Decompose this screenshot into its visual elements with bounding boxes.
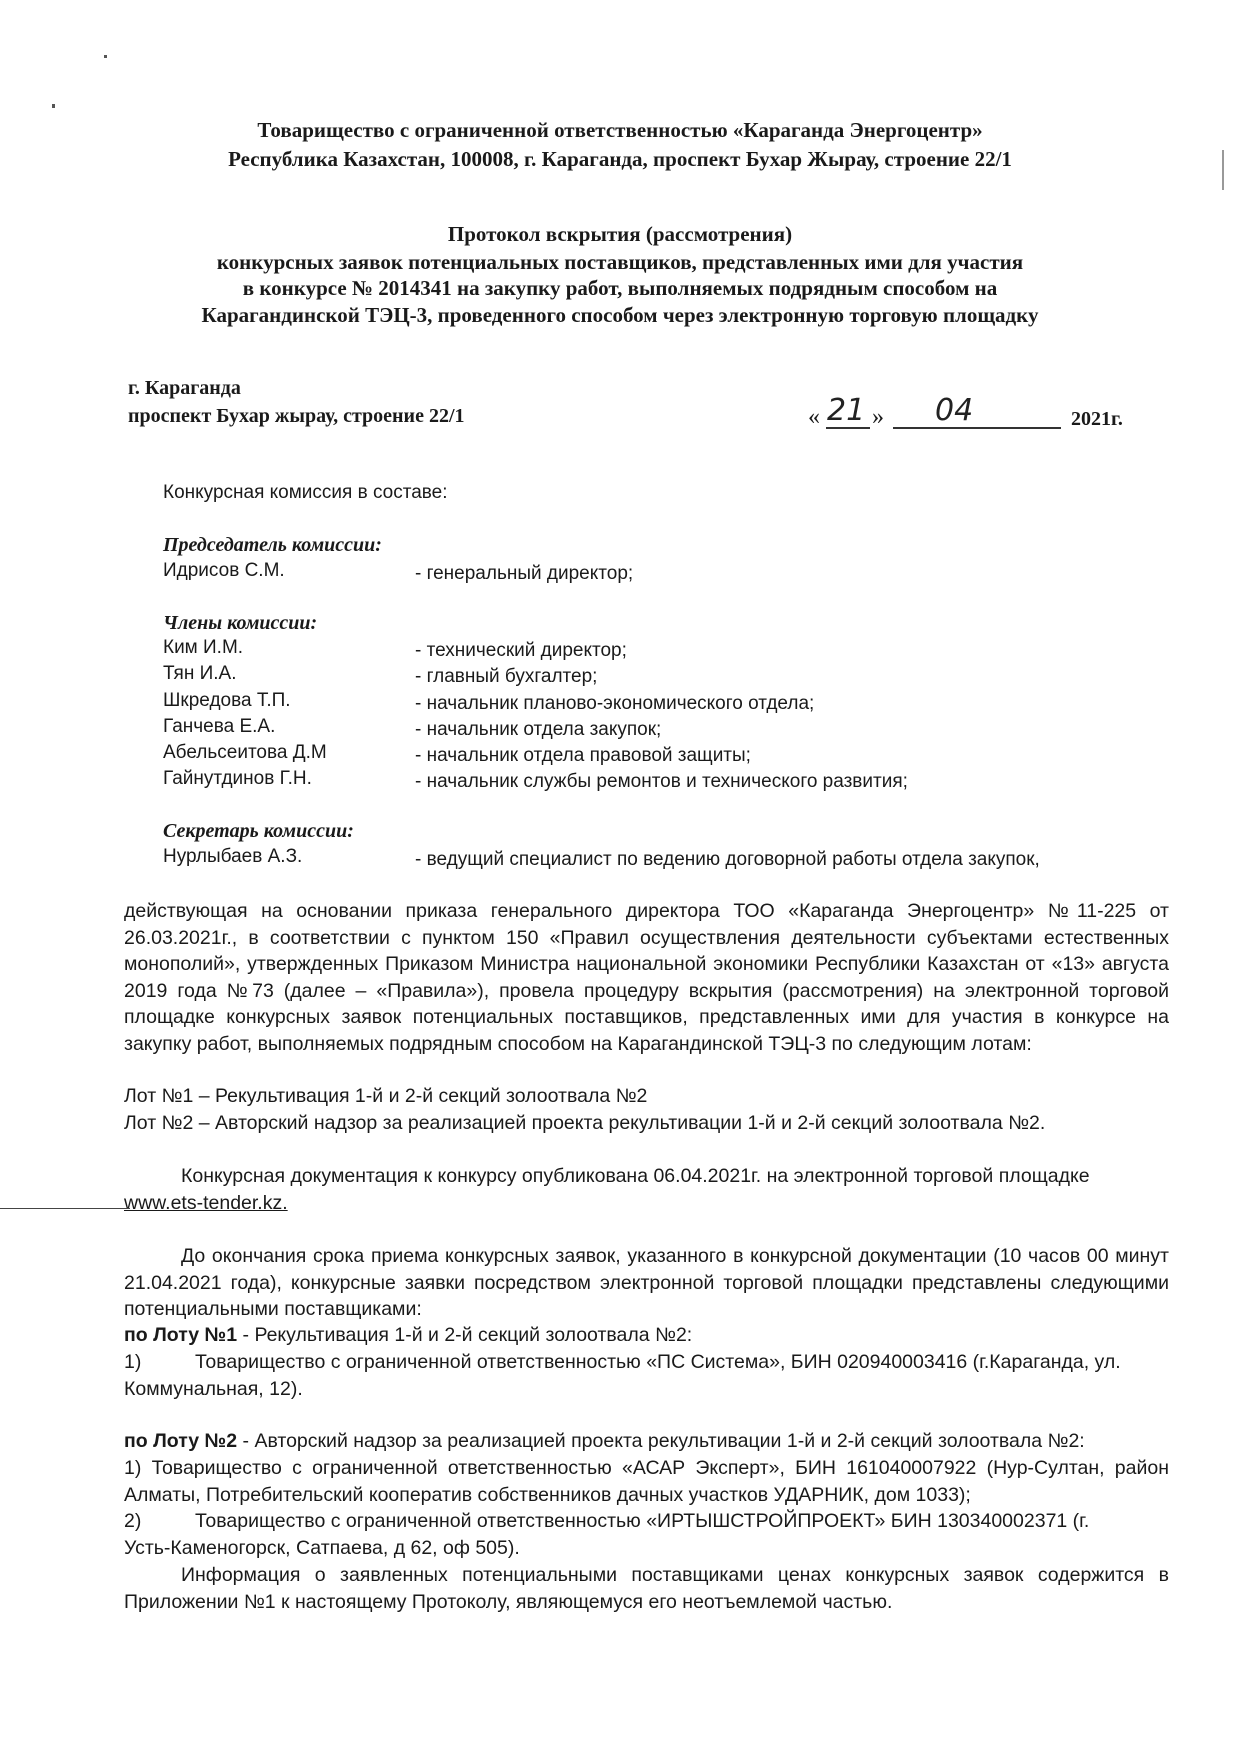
lot2-bidder-1: 1) Товарищество с ограниченной ответственностью «АСАР Эксперт», БИН 161040007922 (Нур-Султан, район Алматы, Потребительский кооператив собственников дачных участков УДАРНИК, дом 1033); <box>124 1457 1169 1506</box>
date-day-underline <box>826 427 870 429</box>
place-street: проспект Бухар жырау, строение 22/1 <box>128 405 465 427</box>
lot1-label: по Лоту №1 <box>124 1324 238 1346</box>
date-day-handwritten: 21 <box>827 393 866 428</box>
secretary-heading: Секретарь комиссии: <box>163 820 354 842</box>
date-month-underline <box>893 427 1061 429</box>
org-name: Товарищество с ограниченной ответственностью «Караганда Энергоцентр» <box>257 118 983 142</box>
members-heading: Члены комиссии: <box>163 612 318 634</box>
publication-text: Конкурсная документация к конкурсу опубликована 06.04.2021г. на электронной торговой площадке <box>181 1165 1090 1187</box>
lot1-title: - Рекультивация 1-й и 2-й секций золоотвала №2: <box>237 1324 693 1346</box>
lot2-heading <box>124 1428 1085 1455</box>
scan-margin-line <box>0 1208 130 1209</box>
tender-site-link[interactable]: www.ets-tender.kz. <box>124 1192 288 1214</box>
member-role: - главный бухгалтер; <box>415 666 598 687</box>
protocol-subtitle-2: в конкурсе № 2014341 на закупку работ, выполняемых подрядным способом на <box>242 276 998 300</box>
lot2-bidder-line: Усть-Каменогорск, Сатпаева, д 62, оф 505). <box>124 1537 520 1559</box>
member-name: Ганчева Е.А. <box>163 716 276 737</box>
place-city: г. Караганда <box>128 377 241 399</box>
secretary-name: Нурлыбаев А.З. <box>163 846 303 867</box>
chair-name: Идрисов С.М. <box>163 560 285 581</box>
date-open-quote: « <box>808 404 820 430</box>
scan-speck <box>52 104 55 108</box>
lot1-heading <box>124 1322 692 1349</box>
member-name: Абельсеитова Д.М <box>163 742 327 763</box>
member-name: Шкредова Т.П. <box>163 690 291 711</box>
member-role: - начальник отдела закупок; <box>415 719 662 740</box>
lot2-bidder-line: Товарищество с ограниченной ответственностью «ИРТЫШСТРОЙПРОЕКТ» БИН 130340002371 (г. <box>195 1510 1090 1532</box>
chair-role: - генеральный директор; <box>415 563 634 584</box>
member-role: - технический директор; <box>415 640 627 661</box>
protocol-title: Протокол вскрытия (рассмотрения) <box>447 222 793 246</box>
lot-item: Лот №1 – Рекультивация 1-й и 2-й секций золоотвала №2 <box>124 1085 648 1107</box>
scan-speck <box>104 55 107 58</box>
lot1-bidder-line: Товарищество с ограниченной ответственностью «ПС Система», БИН 020940003416 (г.Караганда, ул. <box>195 1351 1121 1373</box>
lot1-bidder-number: 1) <box>124 1351 142 1373</box>
prices-paragraph: Информация о заявленных потенциальными поставщиками ценах конкурсных заявок содержится в Приложении №1 к настоящему Протоколу, являющемуся его неотъемлемой частью. <box>124 1564 1169 1613</box>
lot-item: Лот №2 – Авторский надзор за реализацией проекта рекультивации 1-й и 2-й секций золоотвала №2. <box>124 1112 1046 1134</box>
chair-heading: Председатель комиссии: <box>163 534 382 556</box>
lot1-bidder-line: Коммунальная, 12). <box>124 1378 303 1400</box>
date-close-quote: » <box>872 404 884 430</box>
lot2-title: - Авторский надзор за реализацией проекта рекультивации 1-й и 2-й секций золоотвала №2: <box>237 1430 1085 1452</box>
member-role: - начальник службы ремонтов и технического развития; <box>415 771 908 792</box>
member-role: - начальник планово-экономического отдела; <box>415 693 815 714</box>
member-role: - начальник отдела правовой защиты; <box>415 745 751 766</box>
member-name: Ким И.М. <box>163 637 244 658</box>
deadline-paragraph: До окончания срока приема конкурсных заявок, указанного в конкурсной документации (10 часов 00 минут 21.04.2021 года), конкурсные заявки посредством электронной торговой площадки представлены следующими потенциальными поставщиками: <box>124 1245 1169 1320</box>
member-name: Гайнутдинов Г.Н. <box>163 768 312 789</box>
lot2-bidder-number: 2) <box>124 1510 142 1532</box>
basis-paragraph: действующая на основании приказа генерального директора ТОО «Караганда Энергоцентр» №11-225 от 26.03.2021г., в соответствии с пунктом 150 «Правил осуществления деятельности субъектами естественных монополий», утвержденных Приказом Министра национальной экономики Республики Казахстан от «13» августа 2019 года №73 (далее – «Правила»), провела процедуру вскрытия (рассмотрения) на электронной торговой площадке конкурсных заявок потенциальных поставщиков, представленных ими для участия в конкурсе на закупку работ, выполняемых подрядным способом на Карагандинской ТЭЦ-3 по следующим лотам: <box>124 900 1169 1055</box>
protocol-subtitle-1: конкурсных заявок потенциальных поставщиков, представленных ими для участия <box>216 250 1024 274</box>
secretary-role: - ведущий специалист по ведению договорной работы отдела закупок, <box>415 849 1040 870</box>
date-month-handwritten: 04 <box>935 393 974 428</box>
member-name: Тян И.А. <box>163 663 237 684</box>
date-year: 2021г. <box>1071 408 1123 430</box>
org-address: Республика Казахстан, 100008, г. Караганда, проспект Бухар Жырау, строение 22/1 <box>228 147 1012 171</box>
lot2-label: по Лоту №2 <box>124 1430 238 1452</box>
protocol-subtitle-3: Карагандинской ТЭЦ-3, проведенного способом через электронную торговую площадку <box>201 303 1039 327</box>
commission-intro: Конкурсная комиссия в составе: <box>163 482 448 503</box>
